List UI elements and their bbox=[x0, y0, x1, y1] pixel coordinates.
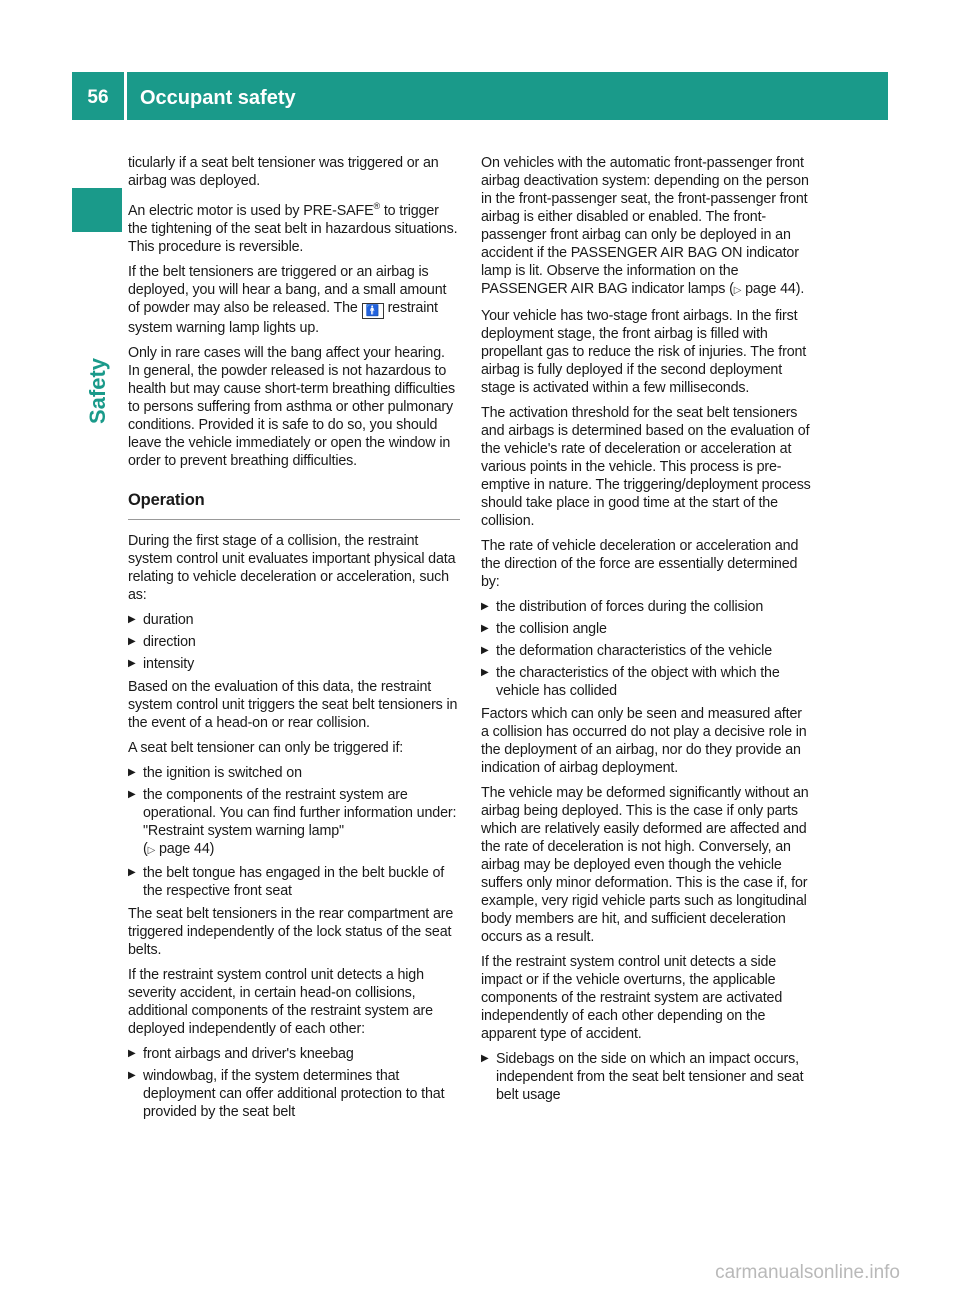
list-item: ▶ the belt tongue has engaged in the belt buckle of the respective front seat bbox=[128, 864, 460, 900]
paragraph: The seat belt tensioners in the rear compartment are triggered independently of the lock status of the seat belts. bbox=[128, 905, 454, 958]
list-item: ▶ front airbags and driver's kneebag bbox=[128, 1045, 460, 1063]
paragraph: During the first stage of a collision, the restraint system control unit evaluates important physical data relating to vehicle deceleration or acceleration, such as: bbox=[128, 532, 456, 603]
bullet-list bbox=[481, 598, 813, 700]
paragraph: The vehicle may be deformed significantly without an airbag being deployed. This is the case if only parts which are relatively easily deformed are affected and the rate of deceleration is not high. Conversely, an airbag may be deployed even though the vehicle suffers only minor deformation. This is the case if, for example, very rigid vehicle parts such as longitudinal body members are hit, and sufficient deceleration occurs as a result. bbox=[481, 785, 809, 945]
list-item: ▶ direction bbox=[128, 633, 460, 651]
left-column bbox=[128, 154, 460, 1126]
chapter-title: Occupant safety bbox=[140, 87, 296, 109]
airbag-warning-icon: 🚹 bbox=[362, 303, 384, 319]
paragraph: Based on the evaluation of this data, the restraint system control unit triggers the seat belt tensioners in the event of a head-on or rear collision. bbox=[128, 678, 458, 731]
paragraph: If the restraint system control unit detects a side impact or if the vehicle overturns, the applicable components of the restraint system are activated independently of each other depending on the apparent type of accident. bbox=[481, 954, 783, 1042]
section-label: Safety bbox=[85, 357, 110, 424]
list-item: ▶ the components of the restraint system are operational. You can find further information under: "Restraint system warning lamp" (▷ page 44) bbox=[128, 786, 460, 860]
header-divider bbox=[124, 72, 127, 120]
paragraph: ticularly if a seat belt tensioner was triggered or an airbag was deployed. bbox=[128, 155, 439, 189]
list-item: ▶ windowbag, if the system determines that deployment can offer additional protection to that provided by the seat belt bbox=[128, 1067, 460, 1121]
list-item: ▶ intensity bbox=[128, 655, 460, 673]
paragraph: On vehicles with the automatic front-passenger front airbag deactivation system: depending on the person in the front-passenger seat, the front-passenger front airbag is either disabled or enabled. The front-passenger front airbag can only be deployed in an accident if the PASSENGER AIR BAG ON indicator lamp is lit. Observe the information on the PASSENGER AIR BAG indicator lamps (▷ page 44). bbox=[481, 155, 809, 297]
list-item: ▶ the characteristics of the object with which the vehicle has collided bbox=[481, 664, 813, 700]
paragraph: If the restraint system control unit detects a high severity accident, in certain head-on collisions, additional components of the restraint system are deployed independently of each other: bbox=[128, 966, 433, 1037]
list-item: ▶ the ignition is switched on bbox=[128, 764, 460, 782]
paragraph: Factors which can only be seen and measured after a collision has occurred do not play a decisive role in the deployment of an airbag, nor do they provide an indication of airbag deployment. bbox=[481, 706, 807, 776]
section-marker bbox=[72, 188, 122, 232]
list-item: ▶ Sidebags on the side on which an impact occurs, independent from the seat belt tensioner and seat belt usage bbox=[481, 1050, 813, 1104]
list-item: ▶ the collision angle bbox=[481, 620, 813, 638]
bullet-list bbox=[128, 1045, 460, 1121]
right-column bbox=[481, 154, 813, 1109]
paragraph: An electric motor is used by PRE-SAFE® to trigger the tightening of the seat belt in hazardous situations. This procedure is reversible. bbox=[128, 201, 458, 255]
paragraph: If the belt tensioners are triggered or an airbag is deployed, you will hear a bang, and a small amount of powder may also be released. The 🚹 restraint system warning lamp lights up. bbox=[128, 263, 447, 336]
list-item: ▶ the deformation characteristics of the vehicle bbox=[481, 642, 813, 660]
bullet-list bbox=[128, 611, 460, 673]
bullet-list bbox=[128, 764, 460, 900]
paragraph: The activation threshold for the seat belt tensioners and airbags is determined based on the evaluation of the vehicle's rate of deceleration or acceleration at various points in the vehicle. This process is pre-emptive in nature. The triggering/deployment process should take place in good time at the start of the collision. bbox=[481, 405, 811, 529]
page-reference-icon: ▷ bbox=[733, 285, 742, 296]
list-item: ▶ the distribution of forces during the collision bbox=[481, 598, 813, 616]
bullet-list bbox=[481, 1050, 813, 1104]
footer-watermark: carmanualsonline.info bbox=[715, 1262, 900, 1283]
paragraph: Only in rare cases will the bang affect your hearing. In general, the powder released is not hazardous to health but may cause short-term breathing difficulties to persons suffering from asthma or other pulmonary conditions. Provided it is safe to do so, you should leave the vehicle immediately or open the window in order to prevent breathing difficulties. bbox=[128, 344, 455, 469]
list-item: ▶ duration bbox=[128, 611, 460, 629]
section-heading: Operation bbox=[128, 490, 460, 520]
page-reference-icon: ▷ bbox=[147, 844, 156, 856]
paragraph: Your vehicle has two-stage front airbags. In the first deployment stage, the front airbag is filled with propellant gas to reduce the risk of injuries. The front airbag is fully deployed if the second deployment stage is activated within a few milliseconds. bbox=[481, 308, 807, 396]
page-number: 56 bbox=[87, 87, 109, 108]
page-reference-link[interactable]: page 44) bbox=[159, 840, 215, 857]
paragraph: A seat belt tensioner can only be triggered if: bbox=[128, 739, 404, 756]
page-reference-link[interactable]: page 44). bbox=[745, 281, 805, 297]
paragraph: The rate of vehicle deceleration or acceleration and the direction of the force are essentially determined by: bbox=[481, 538, 799, 590]
